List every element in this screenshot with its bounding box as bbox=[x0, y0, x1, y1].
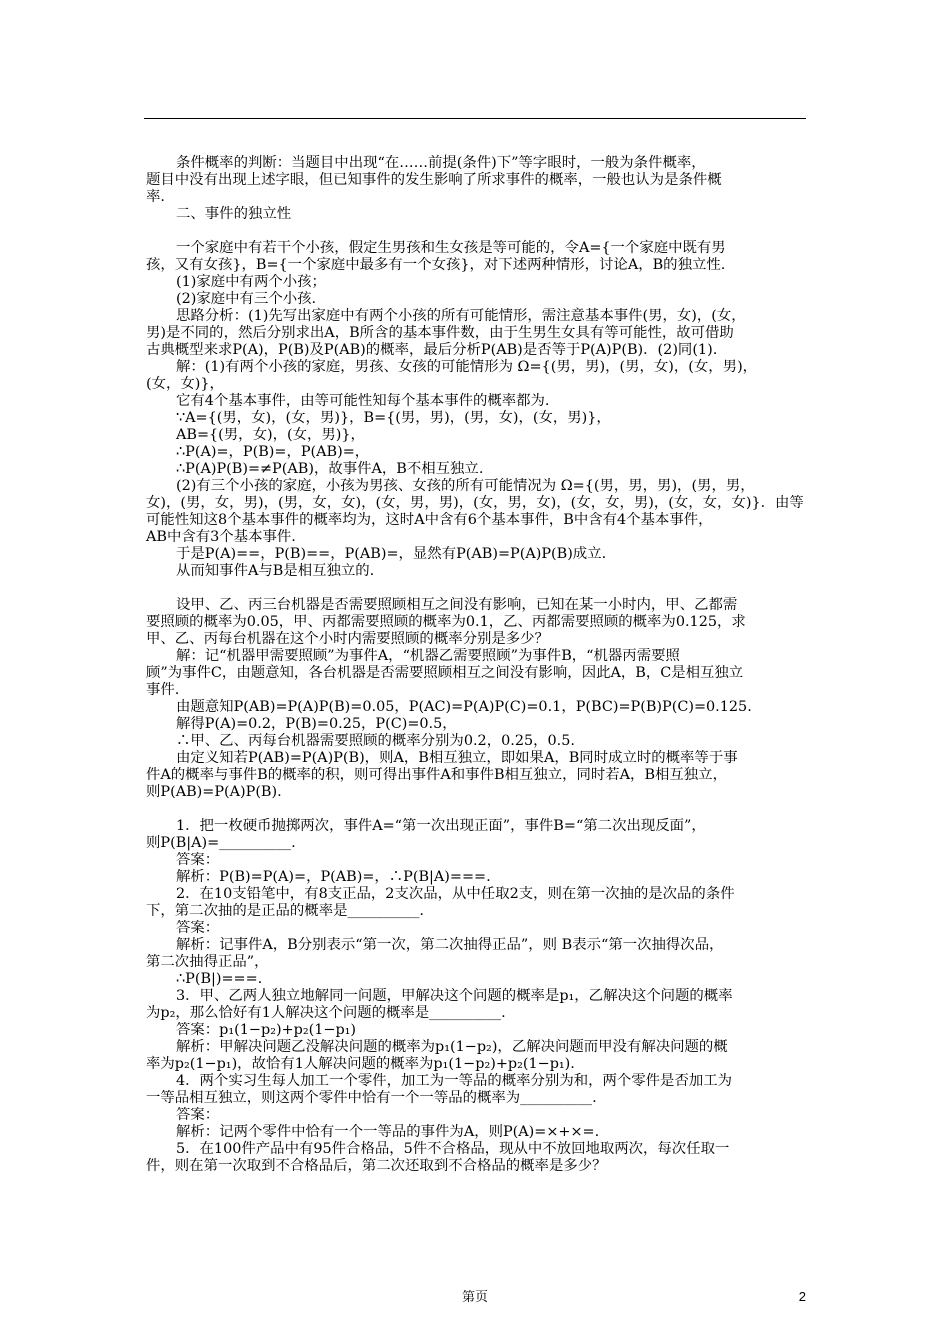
text-line: 下，第二次抽的是正品的概率是__________. bbox=[146, 903, 424, 919]
text-line: 它有4个基本事件，由等可能性知每个基本事件的概率都为. bbox=[176, 393, 550, 409]
text-line: ∴甲、乙、丙每台机器需要照顾的概率分别为0.2，0.25，0.5. bbox=[176, 733, 575, 749]
text-line: 一等品相互独立，则这两个零件中恰有一个一等品的概率为__________. bbox=[146, 1090, 597, 1106]
text-line: 2．在10支铅笔中，有8支正品，2支次品，从中任取2支，则在第一次抽的是次品的条件 bbox=[176, 886, 735, 902]
text-line: 为p₂，那么恰好有1人解决这个问题的概率是__________. bbox=[146, 1005, 506, 1021]
text-line: (1)家庭中有两个小孩； bbox=[176, 274, 326, 290]
text-line: 男)是不同的，然后分别求出A，B所含的基本事件数，由于生男生女具有等可能性，故可借助 bbox=[146, 325, 734, 341]
text-line: 1．把一枚硬币抛掷两次，事件A=“第一次出现正面”，事件B=“第二次出现反面”， bbox=[176, 818, 706, 834]
text-line: 答案： bbox=[176, 920, 220, 936]
text-line: 条件概率的判断：当题目中出现“在……前提(条件)下”等字眼时，一般为条件概率， bbox=[176, 155, 706, 171]
text-line: 女)，(男，女，男)，(男，女，女)，(女，男，男)，(女，男，女)，(女，女，男)，(女，女，女)}．由等 bbox=[146, 495, 804, 511]
page-number: 2 bbox=[798, 1289, 806, 1304]
text-line: (2)有三个小孩的家庭，小孩为男孩、女孩的所有可能情况为 Ω={(男，男，男)，(男，男， bbox=[176, 478, 755, 494]
text-line: 件A的概率与事件B的概率的积，则可得出事件A和事件B相互独立，同时若A，B相互独立， bbox=[146, 767, 727, 783]
text-line: 事件. bbox=[146, 682, 180, 698]
text-line: AB={(男，女)，(女，男)}， bbox=[176, 427, 365, 443]
text-line: 率为p₂(1−p₁)，故恰有1人解决问题的概率为p₁(1−p₂)+p₂(1−p₁). bbox=[146, 1056, 575, 1072]
text-line: 解：记“机器甲需要照顾”为事件A，“机器乙需要照顾”为事件B，“机器丙需要照 bbox=[176, 648, 680, 664]
text-line: (2)家庭中有三个小孩. bbox=[176, 291, 317, 307]
text-line: 5．在100件产品中有95件合格品，5件不合格品，现从中不放回地取两次，每次任取一 bbox=[176, 1141, 730, 1157]
text-line: 第二次抽得正品”， bbox=[146, 954, 269, 970]
text-line: 设甲、乙、丙三台机器是否需要照顾相互之间没有影响，已知在某一小时内，甲、乙都需 bbox=[176, 597, 738, 613]
text-line: 题目中没有出现上述字眼，但已知事件的发生影响了所求事件的概率，一般也认为是条件概 bbox=[146, 172, 722, 188]
text-line: 答案： bbox=[176, 1107, 220, 1123]
text-line: 要照顾的概率为0.05，甲、丙都需要照顾的概率为0.1，乙、丙都需要照顾的概率为0.125，求 bbox=[146, 614, 746, 630]
text-line: ∵A={(男，女)，(女，男)}，B={(男，男)，(男，女)，(女，男)}， bbox=[176, 410, 611, 426]
text-line: 答案： bbox=[176, 852, 220, 868]
text-line: 则P(AB)=P(A)P(B). bbox=[146, 784, 282, 800]
text-line: 4．两个实习生每人加工一个零件，加工为一等品的概率分别为和，两个零件是否加工为 bbox=[176, 1073, 733, 1089]
text-line: (女，女)}， bbox=[146, 376, 224, 392]
text-line: 件，则在第一次取到不合格品后，第二次还取到不合格品的概率是多少？ bbox=[146, 1158, 607, 1174]
text-line: 从而知事件A与B是相互独立的. bbox=[176, 563, 375, 579]
text-line: 答案：p₁(1−p₂)+p₂(1−p₁) bbox=[176, 1022, 357, 1038]
text-line: 由定义知若P(AB)=P(A)P(B)，则A，B相互独立，即如果A，B同时成立时的概率等于事 bbox=[176, 750, 738, 766]
text-line: 于是P(A)==，P(B)==，P(AB)=，显然有P(AB)=P(A)P(B)成立. bbox=[176, 546, 607, 562]
text-line: 古典概型来求P(A)，P(B)及P(AB)的概率，最后分析P(AB)是否等于P(A)P(B)．(2)同(1). bbox=[146, 342, 718, 358]
text-line: 解：(1)有两个小孩的家庭，男孩、女孩的可能情形为 Ω={(男，男)，(男，女)，(女，男)， bbox=[176, 359, 758, 375]
text-line: ∴P(A)P(B)=≠P(AB)，故事件A，B不相互独立. bbox=[176, 461, 484, 477]
text-line: ∴P(A)=，P(B)=，P(AB)=， bbox=[176, 444, 370, 460]
text-line: 解析：记事件A，B分别表示“第一次，第二次抽得正品”，则 B表示“第一次抽得次品， bbox=[176, 937, 724, 953]
text-line: 解析：甲解决问题乙没解决问题的概率为p₁(1−p₂)，乙解决问题而甲没有解决问题的概 bbox=[176, 1039, 728, 1055]
text-line: 则P(B|A)=__________. bbox=[146, 835, 296, 851]
text-line: 甲、乙、丙每台机器在这个小时内需要照顾的概率分别是多少？ bbox=[146, 631, 549, 647]
footer-label: 第页 bbox=[461, 1289, 488, 1304]
text-line: 一个家庭中有若干个小孩，假定生男孩和生女孩是等可能的，令A={一个家庭中既有男 bbox=[176, 240, 726, 256]
text-line: 解得P(A)=0.2，P(B)=0.25，P(C)=0.5， bbox=[176, 716, 457, 732]
text-line: 解析：记两个零件中恰有一个一等品的事件为A，则P(A)=×+×=. bbox=[176, 1124, 600, 1140]
header-rule bbox=[144, 118, 806, 119]
text-line: 由题意知P(AB)=P(A)P(B)=0.05，P(AC)=P(A)P(C)=0.1，P(BC)=P(B)P(C)=0.125. bbox=[176, 699, 752, 715]
text-line: 思路分析：(1)先写出家庭中有两个小孩的所有可能情形，需注意基本事件(男，女)，(女， bbox=[176, 308, 746, 324]
text-line: 可能性知这8个基本事件的概率均为，这时A中含有6个基本事件，B中含有4个基本事件， bbox=[146, 512, 713, 528]
text-line: 解析：P(B)=P(A)=，P(AB)=，∴P(B|A)===. bbox=[176, 869, 491, 885]
text-line: 孩，又有女孩}，B={一个家庭中最多有一个女孩}，对下述两种情形，讨论A，B的独立性. bbox=[146, 257, 726, 273]
text-line: AB中含有3个基本事件. bbox=[146, 529, 296, 545]
text-line: ∴P(B|)===. bbox=[176, 971, 263, 987]
text-line: 顾”为事件C，由题意知，各台机器是否需要照顾相互之间没有影响，因此A，B，C是相互独立 bbox=[146, 665, 744, 681]
text-line: 率. bbox=[146, 189, 165, 205]
text-line: 二、事件的独立性 bbox=[176, 206, 292, 222]
text-line: 3．甲、乙两人独立地解同一问题，甲解决这个问题的概率是p₁，乙解决这个问题的概率 bbox=[176, 988, 733, 1004]
